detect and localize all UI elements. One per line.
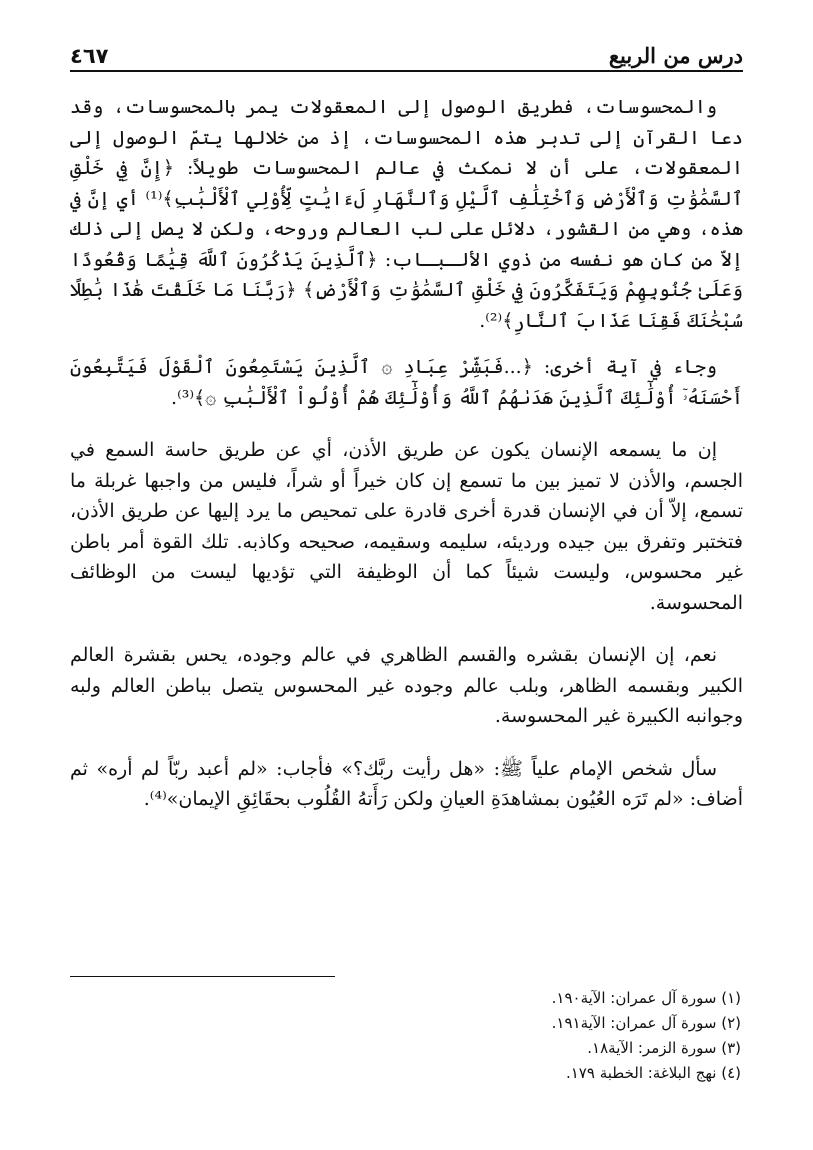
footnotes (281, 986, 741, 1086)
paragraph: وجاء في آية أخرى: ﴿...فَبَشِّرْ عِبَادِ ۞ ٱلَّذِينَ يَسْتَمِعُونَ ٱلْقَوْلَ فَيَتَّبِعُونَ أَحْسَنَهُۥٓ أُوْلَٰٓئِكَ ٱلَّذِينَ هَدَىٰهُمُ ٱللَّهُ وَأُوْلَٰٓئِكَ هُمْ أُوْلُواْ ٱلْأَلْبَٰبِ ۞﴾⁽³⁾. (70, 356, 743, 409)
footnote: (٢) سورة آل عمران: الآية١٩١. (551, 1014, 741, 1032)
footnote: (٤) نهج البلاغة: الخطبة ١٧٩. (565, 1064, 741, 1082)
running-title: درس من الربيع (608, 43, 743, 68)
paragraph: سأل شخص الإمام علياً ﷺ: «هل رأيت ربَّك؟» فأجاب: «لم أعبد ربّاً لم أره» ثم أضاف: «لم تَرَه العُيُون بمشاهدَةِ العيانِ ولكن رَأَتهُ القُلُوب بحقَائِقِ الإيمان»⁽⁴⁾. (70, 757, 743, 810)
main-text (70, 92, 743, 815)
footnote: (١) سورة آل عمران: الآية١٩٠. (551, 989, 741, 1007)
footnote: (٣) سورة الزمر: الآية١٨. (587, 1039, 741, 1057)
paragraph: والمحسوسات، فطريق الوصول إلى المعقولات يمر بالمحسوسات، وقد دعا القرآن إلى تدبر هذه المحسوسات، إذ من خلالها يتمّ الوصول إلى المعقولات، على أن لا نمكث في عالم المحسوسات طويلاً: ﴿إِنَّ فِي خَلْقِ ٱلسَّمَٰوَٰتِ وَٱلْأَرْضِ وَٱخْتِلَٰفِ ٱلَّيْلِ وَٱلنَّهَارِ لَءَايَٰتٍ لِّأُوْلِي ٱلْأَلْبَٰبِ﴾⁽¹⁾ أي إنَّ في هذه، وهي من القشور، دلائل على لب العالم وروحه، ولكن لا يصل إلى ذلك إلاّ من كان هو نفسه من ذوي الألـبـاب: ﴿ٱلَّذِينَ يَذْكُرُونَ ٱللَّهَ قِيَٰمًا وَقُعُودًا وَعَلَىٰ جُنُوبِهِمْ وَيَتَفَكَّرُونَ فِي خَلْقِ ٱلسَّمَٰوَٰتِ وَٱلْأَرْضِ﴾ ﴿رَبَّنَا مَا خَلَقْتَ هَٰذَا بَٰطِلًا سُبْحَٰنَكَ فَقِنَا عَذَابَ ٱلنَّارِ﴾⁽²⁾. (70, 96, 743, 332)
page-header (70, 28, 743, 68)
footnote-separator (70, 976, 335, 977)
page-number: ٤٦٧ (70, 44, 109, 68)
header-rule (70, 70, 743, 72)
paragraph: إن ما يسمعه الإنسان يكون عن طريق الأذن، أي عن طريق حاسة السمع في الجسم، والأذن لا تميز بين ما تسمع إن كان خيراً أو شراً، فليس من واجبها غربلة ما تسمع، إلاّ أن في الإنسان قدرة أخرى قادرة على تمحيص ما يرد إليها عن طريق الأذن، فتختبر وتفرق بين جيده ورديئه، سليمه وسقيمه، صحيحه وكاذبه. تلك القوة أمر باطن غير محسوس، وليست شيئاً كما أن الوظيفة التي تؤديها ليست من الوظائف المحسوسة. (70, 439, 743, 614)
paragraph: نعم، إن الإنسان بقشره والقسم الظاهري في عالم وجوده، يحس بقشرة العالم الكبير وبقسمه الظاهر، وبلب عالم وجوده غير المحسوس يتصل بباطن العالم ولبه وجوانبه الكبيرة غير المحسوسة. (70, 644, 743, 727)
